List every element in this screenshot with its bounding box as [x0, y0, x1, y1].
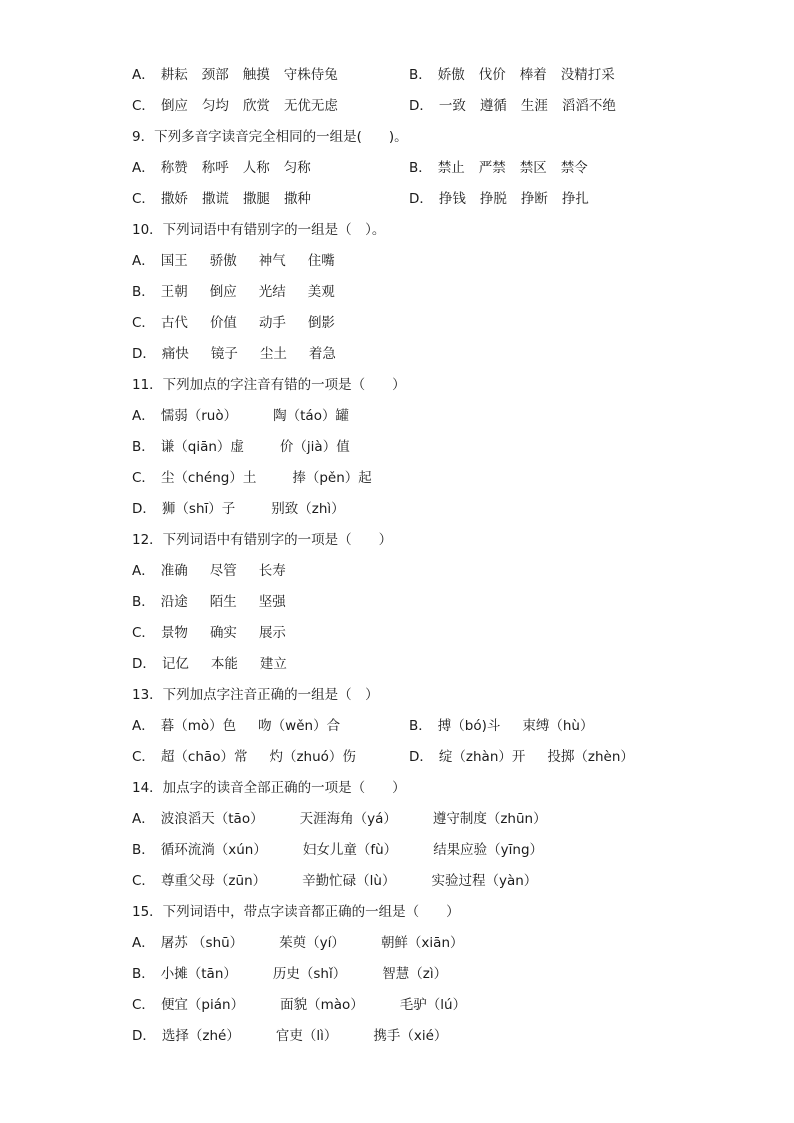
option-word: 天涯海角（yá）	[299, 811, 397, 827]
option-word: 人称	[242, 160, 270, 176]
option-row	[132, 932, 732, 963]
option-word: 光结	[258, 284, 286, 300]
option-word: 尊重父母（zūn）	[160, 873, 267, 889]
option-row	[132, 498, 732, 529]
option-word: 价（jià）值	[279, 439, 350, 455]
option-row	[132, 653, 732, 684]
option-word: 陶（táo）罐	[273, 408, 349, 424]
option-label: B．	[132, 284, 155, 300]
option-word: 禁令	[560, 160, 588, 176]
option-word: 挣扎	[561, 191, 589, 207]
option-word: 撒种	[283, 191, 311, 207]
option-word: 禁止	[437, 160, 465, 176]
option-word: 王朝	[160, 284, 188, 300]
option-row	[132, 281, 732, 312]
option-label: A．	[132, 718, 155, 734]
option-word: 屠苏 （shū）	[160, 935, 244, 951]
option-word: 结果应验（yīng）	[433, 842, 544, 858]
option-label: B．	[409, 67, 432, 83]
option-label: C．	[132, 98, 155, 114]
option-word: 触摸	[242, 67, 270, 83]
option-right	[409, 95, 616, 117]
option-word: 超（chāo）常	[160, 749, 248, 765]
option-word: 确实	[209, 625, 237, 641]
option-label: C．	[132, 470, 155, 486]
option-word: 撒娇	[160, 191, 188, 207]
option-label: C．	[132, 625, 155, 641]
question-stem: 15．下列词语中，带点字读音都正确的一组是（ ）	[132, 904, 460, 920]
option-word: 波浪滔天（tāo）	[160, 811, 264, 827]
option-word: 遵循	[479, 98, 507, 114]
option-word: 匀称	[283, 160, 311, 176]
option-row	[132, 312, 732, 343]
option-word: 绽（zhàn）开	[438, 749, 526, 765]
option-left	[132, 157, 311, 179]
option-word: 挣断	[520, 191, 548, 207]
option-right	[409, 715, 594, 737]
option-row	[132, 963, 732, 994]
option-label: B．	[132, 594, 155, 610]
option-word: 历史（shǐ）	[272, 966, 347, 982]
option-word: 便宜（pián）	[160, 997, 245, 1013]
option-label: C．	[132, 997, 155, 1013]
option-word: 选择（zhé）	[161, 1028, 240, 1044]
option-word: 镜子	[210, 346, 238, 362]
option-word: 生涯	[520, 98, 548, 114]
option-label: A．	[132, 811, 155, 827]
option-left	[132, 64, 338, 86]
option-label: D．	[132, 501, 156, 517]
option-right	[409, 64, 615, 86]
option-row	[132, 591, 732, 622]
option-word: 官吏（lì）	[275, 1028, 338, 1044]
option-word: 神气	[258, 253, 286, 269]
option-word: 伐价	[478, 67, 506, 83]
option-label: D．	[132, 346, 156, 362]
option-word: 朝鲜（xiān）	[380, 935, 464, 951]
option-word: 妇女儿童（fù）	[302, 842, 398, 858]
option-right	[409, 746, 634, 768]
option-word: 吻（wěn）合	[258, 718, 341, 734]
exam-page	[132, 64, 732, 1056]
option-word: 长寿	[258, 563, 286, 579]
option-label: C．	[132, 191, 155, 207]
option-word: 准确	[160, 563, 188, 579]
option-word: 坚强	[258, 594, 286, 610]
option-word: 实验过程（yàn）	[431, 873, 538, 889]
option-left	[132, 746, 356, 768]
option-word: 本能	[210, 656, 238, 672]
option-word: 记亿	[161, 656, 189, 672]
option-row	[132, 436, 732, 467]
option-row	[132, 188, 732, 219]
option-word: 小摊（tān）	[160, 966, 237, 982]
option-word: 遵守制度（zhūn）	[432, 811, 547, 827]
option-word: 陌生	[209, 594, 237, 610]
option-word: 住嘴	[307, 253, 335, 269]
option-word: 谦（qiān）虚	[160, 439, 244, 455]
option-row	[132, 870, 732, 901]
option-word: 守株侍兔	[283, 67, 338, 83]
option-right	[409, 188, 589, 210]
option-word: 棒着	[519, 67, 547, 83]
option-word: 智慧（zì）	[382, 966, 448, 982]
option-word: 面貌（mào）	[280, 997, 364, 1013]
option-word: 着急	[308, 346, 336, 362]
option-word: 沿途	[160, 594, 188, 610]
option-left	[132, 95, 338, 117]
option-label: C．	[132, 749, 155, 765]
option-label: A．	[132, 253, 155, 269]
option-word: 无优无虑	[283, 98, 338, 114]
option-word: 辛勤忙碌（lù）	[302, 873, 396, 889]
option-label: C．	[132, 873, 155, 889]
option-word: 灼（zhuó）伤	[269, 749, 356, 765]
option-word: 毛驴（lú）	[399, 997, 467, 1013]
option-label: B．	[132, 842, 155, 858]
option-word: 挣钱	[438, 191, 466, 207]
option-word: 国王	[160, 253, 188, 269]
question-stem: 11．下列加点的字注音有错的一项是（ ）	[132, 377, 406, 393]
option-word: 一致	[438, 98, 466, 114]
option-word: 禁区	[519, 160, 547, 176]
option-word: 挣脱	[479, 191, 507, 207]
option-word: 欣赏	[242, 98, 270, 114]
option-word: 耕耘	[160, 67, 188, 83]
option-word: 懦弱（ruò）	[160, 408, 238, 424]
option-word: 颈部	[201, 67, 229, 83]
option-word: 动手	[258, 315, 286, 331]
option-word: 尘土	[259, 346, 287, 362]
option-row	[132, 405, 732, 436]
option-row	[132, 839, 732, 870]
option-label: C．	[132, 315, 155, 331]
option-word: 痛快	[161, 346, 189, 362]
option-label: D．	[409, 191, 433, 207]
option-row	[132, 746, 732, 777]
option-row	[132, 1025, 732, 1056]
option-word: 匀均	[201, 98, 229, 114]
option-label: B．	[409, 160, 432, 176]
option-label: D．	[409, 98, 433, 114]
option-right	[409, 157, 588, 179]
option-label: A．	[132, 935, 155, 951]
option-label: A．	[132, 67, 155, 83]
option-word: 价值	[209, 315, 237, 331]
question-stem: 9．下列多音字读音完全相同的一组是( )。	[132, 129, 408, 145]
option-word: 投掷（zhèn）	[547, 749, 634, 765]
option-word: 景物	[160, 625, 188, 641]
option-row	[132, 560, 732, 591]
option-word: 骄傲	[209, 253, 237, 269]
option-word: 娇傲	[437, 67, 465, 83]
option-row	[132, 343, 732, 374]
option-word: 称赞	[160, 160, 188, 176]
option-label: B．	[409, 718, 432, 734]
option-label: D．	[132, 656, 156, 672]
question-stem: 14．加点字的读音全部正确的一项是（ ）	[132, 780, 406, 796]
option-word: 束缚（hù）	[522, 718, 594, 734]
option-word: 循环流淌（xún）	[160, 842, 267, 858]
option-word: 倒应	[209, 284, 237, 300]
question-stem: 10．下列词语中有错别字的一组是（ ）。	[132, 222, 386, 238]
option-label: A．	[132, 408, 155, 424]
option-word: 携手（xié）	[373, 1028, 448, 1044]
option-label: A．	[132, 160, 155, 176]
option-row	[132, 95, 732, 126]
option-row	[132, 64, 732, 95]
option-row	[132, 622, 732, 653]
option-word: 没精打采	[560, 67, 615, 83]
option-word: 撒腿	[242, 191, 270, 207]
option-label: B．	[132, 439, 155, 455]
option-label: D．	[132, 1028, 156, 1044]
option-word: 古代	[160, 315, 188, 331]
option-word: 称呼	[201, 160, 229, 176]
option-row	[132, 994, 732, 1025]
option-word: 尽管	[209, 563, 237, 579]
option-label: D．	[409, 749, 433, 765]
option-row	[132, 157, 732, 188]
option-word: 尘（chéng）土	[160, 470, 257, 486]
option-word: 搏（bó)斗	[437, 718, 501, 734]
option-word: 别致（zhì）	[271, 501, 345, 517]
option-row	[132, 715, 732, 746]
option-row	[132, 808, 732, 839]
option-word: 狮（shī）子	[161, 501, 236, 517]
option-word: 暮（mò）色	[160, 718, 237, 734]
option-row	[132, 467, 732, 498]
option-word: 茱萸（yí）	[279, 935, 345, 951]
option-label: A．	[132, 563, 155, 579]
option-word: 撒谎	[201, 191, 229, 207]
option-word: 建立	[259, 656, 287, 672]
option-label: B．	[132, 966, 155, 982]
question-stem: 12．下列词语中有错别字的一项是（ ）	[132, 532, 393, 548]
option-word: 严禁	[478, 160, 506, 176]
question-stem: 13．下列加点字注音正确的一组是（ ）	[132, 687, 379, 703]
option-word: 滔滔不绝	[561, 98, 616, 114]
option-left	[132, 188, 311, 210]
option-left	[132, 715, 340, 737]
option-word: 倒应	[160, 98, 188, 114]
option-word: 倒影	[307, 315, 335, 331]
option-word: 美观	[307, 284, 335, 300]
option-row	[132, 250, 732, 281]
option-word: 展示	[258, 625, 286, 641]
option-word: 捧（pěn）起	[292, 470, 372, 486]
